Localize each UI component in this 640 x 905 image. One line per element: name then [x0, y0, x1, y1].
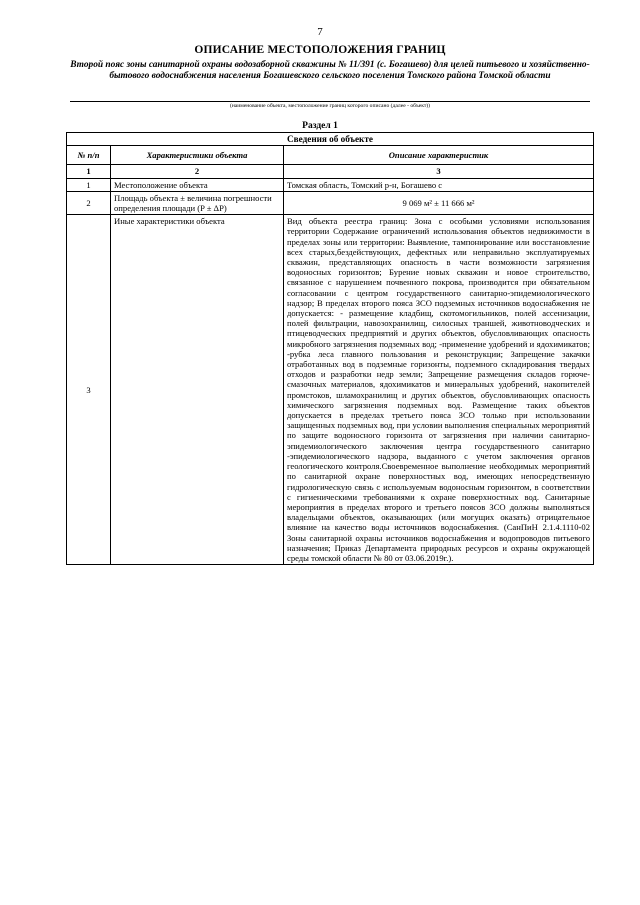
- row-description: Томская область, Томский р-н, Богашево с: [284, 178, 594, 191]
- table-row: [67, 215, 594, 565]
- page-number: 7: [317, 26, 323, 38]
- column-header-number: № п/п: [67, 146, 111, 165]
- row-number: 1: [67, 178, 111, 191]
- object-info-table: [66, 132, 594, 565]
- column-number-row: [67, 165, 594, 178]
- underline-rule: [70, 101, 590, 102]
- column-number: 1: [67, 165, 111, 178]
- table-title: Сведения об объекте: [67, 133, 594, 146]
- row-description: Вид объекта реестра границ: Зона с особыми условиями использования территории Содержание ограничений использования объектов недвижимости в пределах зоны или территории: Выявление, тампонирование или восстановление всех старых,бездействующих, дефектных или неправильно эксплуатируемых скважин, представляющих опасность в части возможности загрязнения водоносных горизонтов; Бурение новых скважин и новое строительство, связанное с нарушением почвенного покрова, производится при обязательном согласовании с центром государственного санитарно-эпидемиологического надзор; В пределах второго пояса ЗСО подземных источников водоснабжения не допускается: - размещение кладбищ, скотомогильников, полей ассенизации, полей фильтрации, навозохранилищ, силосных траншей, животноводческих и птицеводческих предприятий и других объектов, обусловливающих опасность микробного загрязнения подземных вод; -применение удобрений и ядохимикатов; -рубка леса главного пользования и реконструкции; Запрещение закачки отработанных вод в подземные горизонты, подземного складирования твердых отходов и разработки недр земли; Запрещение размещения складов горюче-смазочных материалов, ядохимикатов и минеральных удобрений, накопителей промстоков, шламохранилищ и других объектов, обусловливающих опасность химического загрязнения подземных вод. Размещение таких объектов допускается в пределах третьего пояса ЗСО только при использовании защищенных подземных вод, при условии выполнения специальных мероприятий по защите водоносного горизонта от загрязнения при наличии санитарно-эпидемиологического заключения центра государственного санитарно -эпидемиологического надзора, выданного с учетом заключения органов геологического контроля.Своевременное выполнение необходимых мероприятий по санитарной охране поверхностных вод, имеющих непосредственную гидрологическую связь с используемым водоносным горизонтом, в соответствии с гигиеническими требованиями к охране поверхностных вод. Санитарные мероприятия в пределах второго и третьего поясов ЗСО должны выполняться владельцами объектов, оказывающих (или могущих оказать) отрицательное влияние на качество воды источников водоснабжения. (СанПиН 2.1.4.1110-02 Зоны санитарной охраны источников водоснабжения и водопроводов питьевого назначения; Приказ Департамента природных ресурсов и охраны окружающей среды томской области № 80 от 03.06.2019г.).: [284, 215, 594, 565]
- column-header-description: Описание характеристик: [284, 146, 594, 165]
- row-number: 3: [67, 215, 111, 565]
- section-label: Раздел 1: [302, 121, 338, 131]
- table-title-row: [67, 133, 594, 146]
- document-title: ОПИСАНИЕ МЕСТОПОЛОЖЕНИЯ ГРАНИЦ: [194, 44, 446, 56]
- column-number: 3: [284, 165, 594, 178]
- column-number: 2: [111, 165, 284, 178]
- table-row: [67, 191, 594, 214]
- column-header-row: [67, 146, 594, 165]
- object-name: Второй пояс зоны санитарной охраны водозаборной скважины № 11/391 (с. Богашево) для целей питьевого и хозяйственно-бытового водоснабжения населения Богашевского сельского поселения Томского района Томской области: [70, 60, 590, 81]
- row-characteristic: Иные характеристики объекта: [111, 215, 284, 565]
- row-description: 9 069 м² ± 11 666 м²: [284, 191, 594, 214]
- table-row: [67, 178, 594, 191]
- object-name-caption: (наименование объекта, местоположение границ которого описано (далее - объект)): [229, 103, 431, 109]
- row-number: 2: [67, 191, 111, 214]
- row-characteristic: Местоположение объекта: [111, 178, 284, 191]
- column-header-characteristic: Характеристики объекта: [111, 146, 284, 165]
- row-characteristic: Площадь объекта ± величина погрешности определения площади (P ± ΔP): [111, 191, 284, 214]
